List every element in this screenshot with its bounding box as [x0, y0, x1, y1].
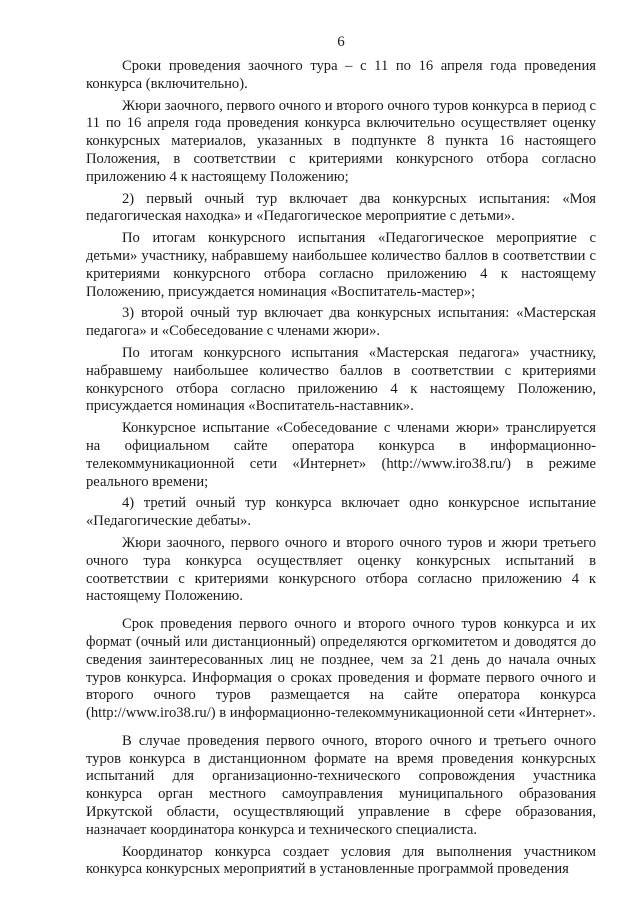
paragraph-jury-third-round: Жюри заочного, первого очного и второго очного туров и жюри третьего очного тура конкурса осуществляет оценку конкурсных испытаний в соответствии с критериями конкурсного отбора согласно приложению 4 к настоящему Положению.	[86, 534, 596, 605]
paragraph-coordinator: Координатор конкурса создает условия для выполнения участником конкурса конкурсных мероприятий в установленные программой проведения	[86, 843, 596, 878]
paragraph-interview-broadcast: Конкурсное испытание «Собеседование с членами жюри» транслируется на официальном сайте оператора конкурса в информационно-телекоммуникационной сети «Интернет» (http://www.iro38.ru/) в режиме реального времени;	[86, 420, 596, 490]
paragraph-master-nomination: По итогам конкурсного испытания «Педагогическое мероприятие с детьми» участнику, набравшему наибольшее количество баллов в соответствии с критериями конкурсного отбора согласно приложению 4 к настоящему Положению, присуждается номинация «Воспитатель-мастер»;	[86, 230, 596, 300]
paragraph-jury-evaluation: Жюри заочного, первого очного и второго очного туров конкурса в период с 11 по 16 апреля года проведения конкурса включительно осуществляет оценку конкурсных материалов, указанных в подпункте 8 пункта 16 настоящего Положения, в соответствии с критериями конкурсного отбора согласно приложению 4 к настоящему Положению;	[86, 97, 596, 185]
paragraph-correspondence-dates: Сроки проведения заочного тура – с 11 по 16 апреля года проведения конкурса (включительно).	[86, 58, 596, 92]
paragraph-dates-format: Срок проведения первого очного и второго очного туров конкурса и их формат (очный или дистанционный) определяются оргкомитетом и доводятся до сведения заинтересованных лиц не позднее, чем за 21 день до начала очных туров конкурса. Информация о сроках проведения и формате первого очного и второго очного туров размещается на сайте оператора конкурса (http://www.iro38.ru/) в информационно-телекоммуникационной сети «Интернет».	[86, 616, 596, 722]
paragraph-first-round: 2) первый очный тур включает два конкурсных испытания: «Моя педагогическая находка» и «Педагогическое мероприятие с детьми».	[86, 190, 596, 225]
paragraph-mentor-nomination: По итогам конкурсного испытания «Мастерская педагога» участнику, набравшему наибольшее количество баллов в соответствии с критериями конкурсного отбора согласно приложению 4 к настоящему Положению, присуждается номинация «Воспитатель-наставник».	[86, 344, 596, 415]
page-number: 6	[337, 34, 345, 50]
paragraph-remote-format: В случае проведения первого очного, второго очного и третьего очного туров конкурса в дистанционном формате на время проведения конкурсных испытаний для организационно-технического сопровождения участника конкурса орган местного самоуправления муниципального образования Иркутской области, осуществляющий управление в сфере образования, назначает координатора конкурса и технического специалиста.	[86, 732, 596, 838]
paragraph-third-round: 4) третий очный тур конкурса включает одно конкурсное испытание «Педагогические дебаты».	[86, 495, 596, 530]
paragraph-second-round: 3) второй очный тур включает два конкурсных испытания: «Мастерская педагога» и «Собеседование с членами жюри».	[86, 305, 596, 340]
